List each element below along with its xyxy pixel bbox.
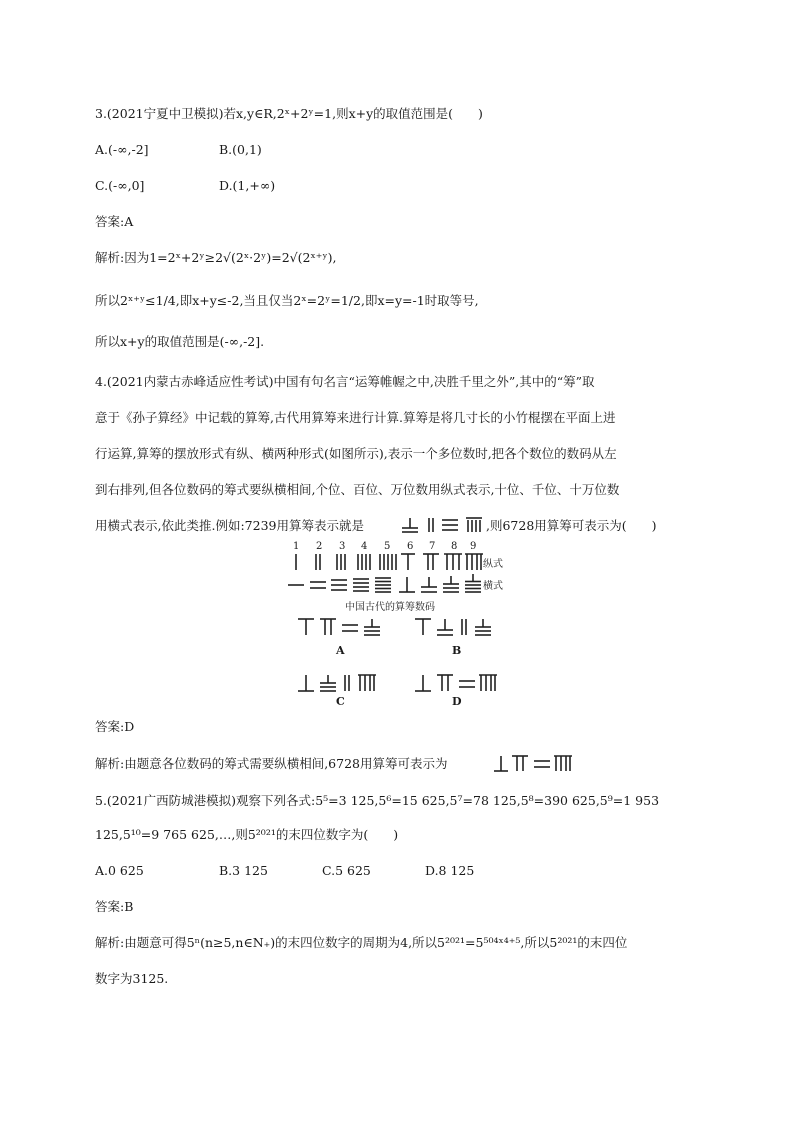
fig-digit-8: 8	[451, 541, 458, 552]
q5-line-1: 5.(2021广西防城港模拟)观察下列各式:5⁵=3 125,5⁶=15 625,5⁷=78 125,5⁸=390 625,5⁹=1 953	[95, 793, 660, 808]
option-d-rods	[413, 672, 503, 694]
fig-caption: 中国古代的算筹数码	[345, 602, 435, 613]
q5-solution-1: 解析:由题意可得5ⁿ(n≥5,n∈N₊)的末四位数字的周期为4,所以5²⁰²¹=5⁵⁰⁴ˣ⁴⁺⁵,所以5²⁰²¹的末四位	[95, 935, 628, 950]
q5-option-d: D.8 125	[425, 863, 475, 878]
q5-option-b: B.3 125	[219, 863, 268, 878]
fig-digit-4: 4	[361, 541, 368, 552]
q4-answer: 答案:D	[95, 719, 135, 734]
option-b-label: B	[452, 644, 462, 657]
q5-option-a: A.0 625	[95, 863, 144, 878]
q5-option-c: C.5 625	[322, 863, 371, 878]
q5-solution-2: 数字为3125.	[95, 971, 169, 986]
q4-line-4: 到右排列,但各位数码的筹式要纵横相间,个位、百位、万位数用纵式表示,十位、千位、十万位数	[95, 482, 620, 497]
q4-line-5b: ,则6728用算筹可表示为( )	[486, 518, 657, 533]
solution-6728-rods	[492, 752, 576, 774]
q4-line-5a: 用横式表示,依此类推.例如:7239用算筹表示就是	[95, 518, 364, 533]
fig-heng-label: 横式	[483, 581, 503, 592]
option-a-rods	[296, 616, 386, 638]
q3-solution-2: 所以2ˣ⁺ʸ≤1/4,即x+y≤-2,当且仅当2ˣ=2ʸ=1/2,即x=y=-1时取等号,	[95, 293, 479, 308]
fig-digit-5: 5	[384, 541, 391, 552]
q4-line-1: 4.(2021内蒙古赤峰适应性考试)中国有句名言“运筹帷幄之中,决胜千里之外”,其中的“筹”取	[95, 374, 595, 389]
q3-solution-3: 所以x+y的取值范围是(-∞,-2].	[95, 334, 265, 349]
fig-digit-3: 3	[339, 541, 346, 552]
fig-digit-7: 7	[429, 541, 436, 552]
q3-option-c: C.(-∞,0]	[95, 178, 145, 193]
fig-digit-1: 1	[293, 541, 300, 552]
q4-line-2: 意于《孙子算经》中记载的算筹,古代用算筹来进行计算.算筹是将几寸长的小竹棍摆在平面上进	[95, 410, 616, 425]
q4-solution: 解析:由题意各位数码的筹式需要纵横相间,6728用算筹可表示为	[95, 756, 448, 771]
rod-numeral-table	[285, 552, 485, 596]
q5-answer: 答案:B	[95, 899, 134, 914]
q3-answer: 答案:A	[95, 214, 134, 229]
q4-line-3: 行运算,算筹的摆放形式有纵、横两种形式(如图所示),表示一个多位数时,把各个数位的数码从左	[95, 446, 617, 461]
q3-option-b: B.(0,1)	[219, 142, 262, 157]
q5-line-2: 125,5¹⁰=9 765 625,…,则5²⁰²¹的末四位数字为( )	[95, 827, 399, 842]
option-a-label: A	[336, 644, 345, 657]
option-b-rods	[413, 616, 503, 638]
q3-stem: 3.(2021宁夏中卫模拟)若x,y∈R,2ˣ+2ʸ=1,则x+y的取值范围是( )	[95, 106, 483, 121]
q3-option-d: D.(1,+∞)	[219, 178, 276, 193]
q3-option-a: A.(-∞,-2]	[95, 142, 149, 157]
option-d-label: D	[452, 695, 462, 708]
option-c-label: C	[336, 695, 345, 708]
fig-zong-label: 纵式	[483, 559, 503, 570]
fig-digit-2: 2	[316, 541, 323, 552]
q3-solution-1: 解析:因为1=2ˣ+2ʸ≥2√(2ˣ·2ʸ)=2√(2ˣ⁺ʸ),	[95, 250, 337, 265]
fig-digit-6: 6	[407, 541, 414, 552]
option-c-rods	[296, 672, 386, 694]
example-7239-rods	[400, 514, 488, 536]
fig-digit-9: 9	[470, 541, 477, 552]
